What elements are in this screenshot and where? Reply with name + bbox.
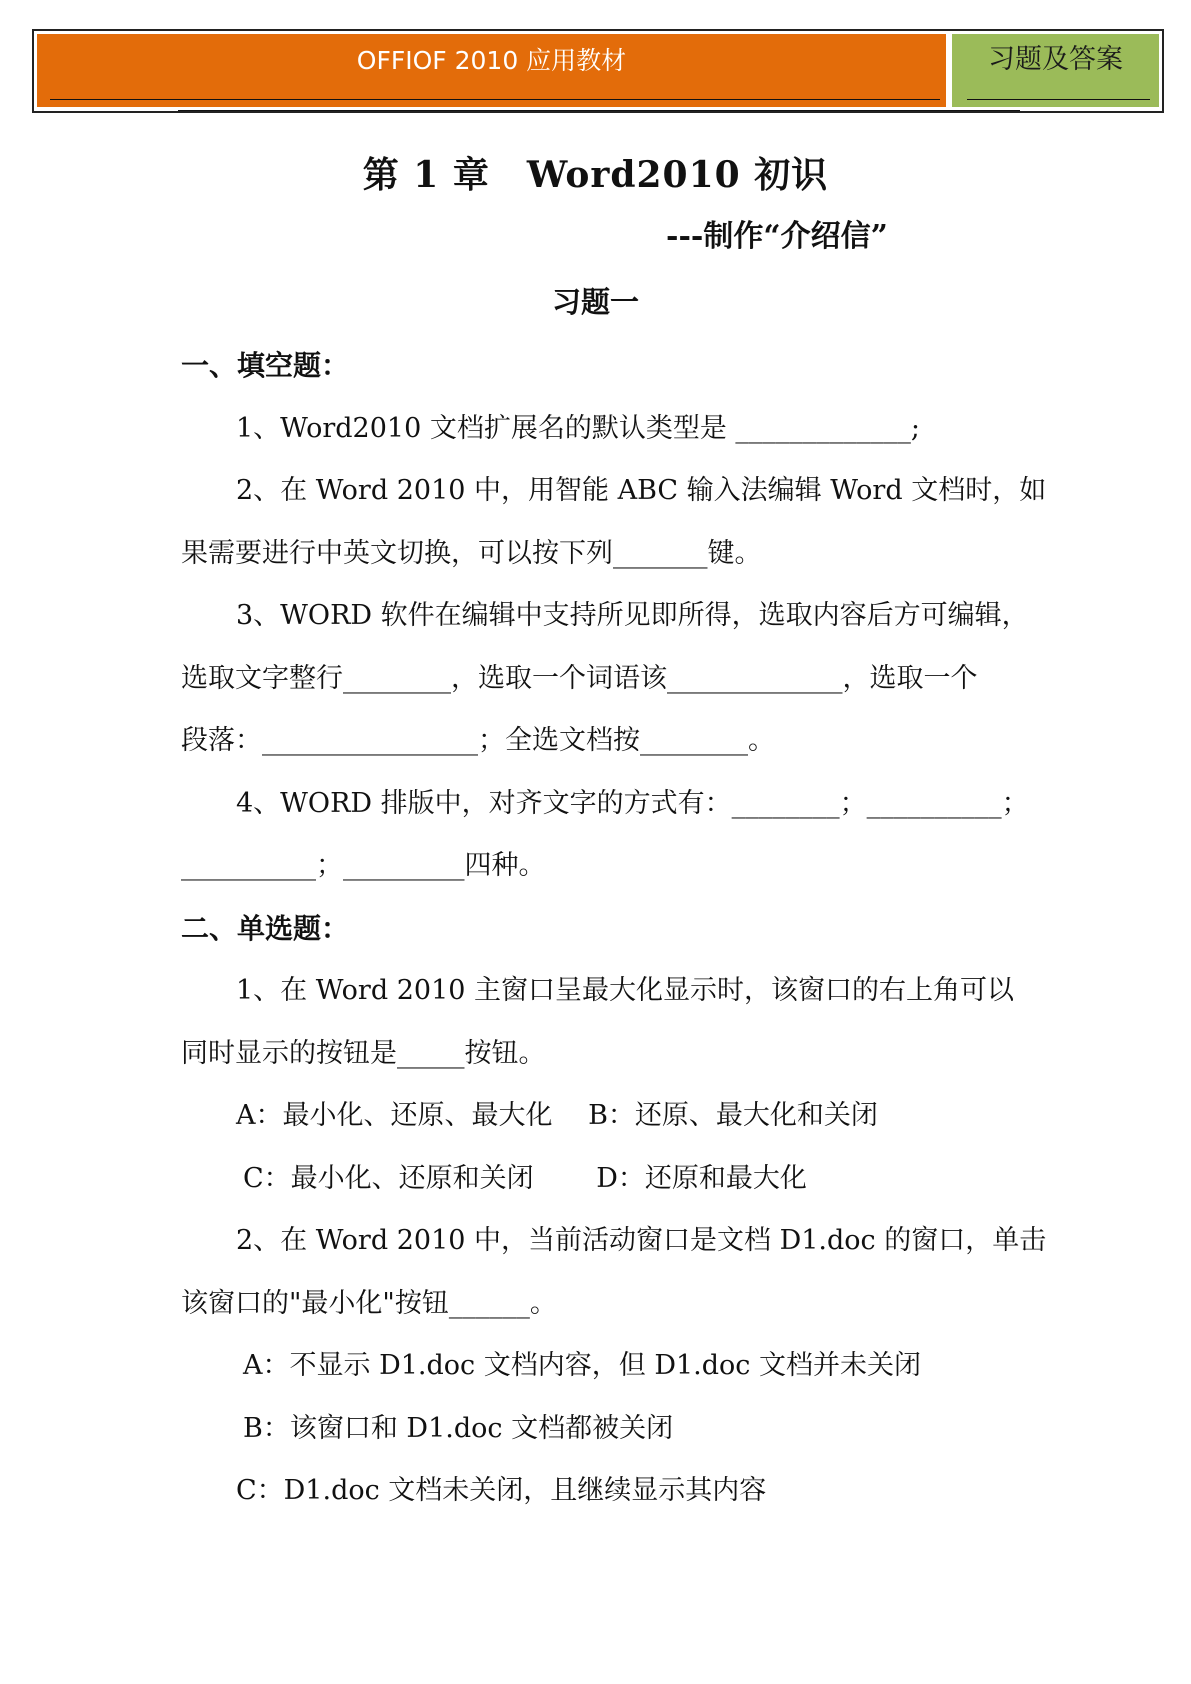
question-line: __________；_________四种。 xyxy=(181,850,546,881)
answer-option-line: A：最小化、还原、最大化 B：还原、最大化和关闭 xyxy=(236,1100,878,1131)
section-heading-single-choice: 二、单选题： xyxy=(181,912,350,945)
answer-option-line: C：最小化、还原和关闭 D：还原和最大化 xyxy=(243,1163,807,1194)
question-line: 该窗口的"最小化"按钮______。 xyxy=(181,1288,557,1319)
header-underline-left xyxy=(50,99,940,100)
question-line: 4、WORD 排版中，对齐文字的方式有：________；__________； xyxy=(236,788,1029,819)
question-line: 3、WORD 软件在编辑中支持所见即所得，选取内容后方可编辑， xyxy=(236,600,1029,631)
header-bottom-rule xyxy=(178,110,1020,111)
answer-option-line: B：该窗口和 D1.doc 文档都被关闭 xyxy=(243,1413,674,1444)
header-badge: 习题及答案 xyxy=(988,44,1123,75)
answer-option-line: A：不显示 D1.doc 文档内容，但 D1.doc 文档并未关闭 xyxy=(243,1350,921,1381)
header-title: OFFIOF 2010 应用教材 xyxy=(356,46,627,75)
question-line: 选取文字整行________，选取一个词语该_____________，选取一个 xyxy=(181,663,978,694)
question-line: 1、在 Word 2010 主窗口呈最大化显示时，该窗口的右上角可以 xyxy=(236,975,1015,1006)
question-line: 2、在 Word 2010 中，用智能 ABC 输入法编辑 Word 文档时，如 xyxy=(236,475,1047,506)
question-line: 1、Word2010 文档扩展名的默认类型是 _____________; xyxy=(236,413,921,444)
exercise-title: 习题一 xyxy=(551,285,639,319)
section-heading-fill-blank: 一、填空题： xyxy=(181,349,350,382)
chapter-title: 第 1 章 Word2010 初识 xyxy=(362,154,829,196)
answer-option-line: C：D1.doc 文档未关闭，且继续显示其内容 xyxy=(236,1475,767,1506)
chapter-subtitle: ---制作“介绍信” xyxy=(666,219,888,254)
header-underline-right xyxy=(967,99,1150,100)
question-line: 同时显示的按钮是_____按钮。 xyxy=(181,1038,546,1069)
question-line: 果需要进行中英文切换，可以按下列_______键。 xyxy=(181,538,762,569)
question-line: 2、在 Word 2010 中，当前活动窗口是文档 D1.doc 的窗口，单击 xyxy=(236,1225,1047,1256)
question-line: 段落：________________；全选文档按________。 xyxy=(181,725,775,756)
